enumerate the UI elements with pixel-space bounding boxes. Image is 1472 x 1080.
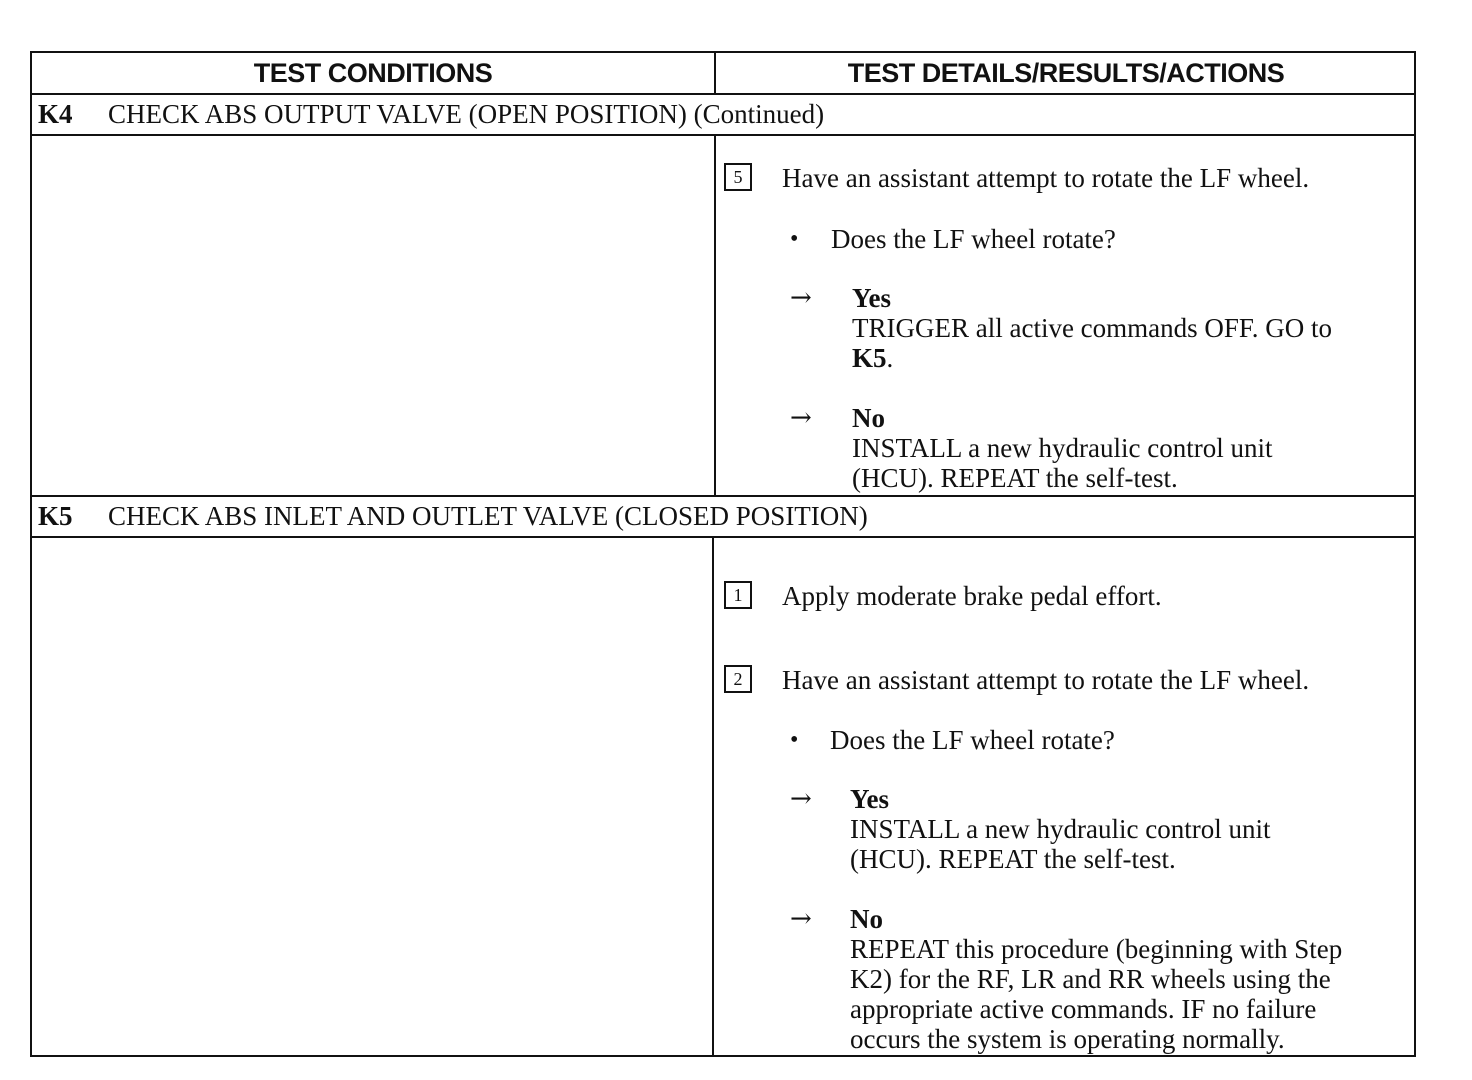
k5-yes-arrow: →: [790, 784, 812, 814]
k4-no-line2: (HCU). REPEAT the self-test.: [852, 463, 1178, 493]
k5-question: Does the LF wheel rotate?: [830, 725, 1115, 755]
k4-yes-goto-line: [852, 343, 893, 373]
k4-yes-label: Yes: [852, 283, 891, 313]
section-k4-id: K4: [38, 99, 73, 129]
k5-no-line2: K2) for the RF, LR and RR wheels using the: [850, 964, 1331, 994]
section-k5-title-row: [38, 496, 868, 536]
k4-bullet: •: [790, 226, 799, 252]
k4-title-divider: [32, 134, 1414, 136]
k5-no-line1: REPEAT this procedure (beginning with Step: [850, 934, 1343, 964]
k4-yes-goto: K5: [852, 343, 887, 373]
section-k5-title: CHECK ABS INLET AND OUTLET VALVE (CLOSED POSITION): [108, 501, 868, 531]
header-test-conditions: TEST CONDITIONS: [253, 58, 493, 88]
k5-step-2-text: Have an assistant attempt to rotate the LF wheel.: [782, 665, 1310, 695]
k5-column-divider: [712, 536, 714, 1057]
section-k5-id: K5: [38, 501, 73, 531]
k5-step-1-text: Apply moderate brake pedal effort.: [782, 581, 1162, 611]
k5-yes-label: Yes: [850, 784, 889, 814]
k4-no-label: No: [852, 403, 885, 433]
k4-question: Does the LF wheel rotate?: [831, 224, 1116, 254]
section-k4-title-row: [38, 94, 824, 134]
k4-no-line1: INSTALL a new hydraulic control unit: [852, 433, 1273, 463]
k4-step-5-box: 5: [724, 163, 752, 191]
k4-yes-goto-suffix: .: [886, 343, 894, 373]
k4-no-arrow: →: [790, 403, 812, 433]
k5-yes-line2: (HCU). REPEAT the self-test.: [850, 844, 1176, 874]
header-test-details: TEST DETAILS/RESULTS/ACTIONS: [847, 58, 1285, 88]
k5-step-1-box: 1: [724, 581, 752, 609]
k5-no-arrow: →: [790, 904, 812, 934]
k5-no-line3: appropriate active commands. IF no failure: [850, 994, 1317, 1024]
k4-yes-arrow: →: [790, 283, 812, 313]
k5-title-divider: [32, 536, 1414, 538]
k4-column-divider: [714, 134, 716, 495]
k5-no-line4: occurs the system is operating normally.: [850, 1024, 1285, 1054]
k5-no-label: No: [850, 904, 883, 934]
test-table: [30, 51, 1416, 1057]
section-k4-title: CHECK ABS OUTPUT VALVE (OPEN POSITION) (Continued): [108, 99, 825, 129]
k5-step-2-box: 2: [724, 665, 752, 693]
k4-step-5-text: Have an assistant attempt to rotate the LF wheel.: [782, 163, 1310, 193]
k4-yes-line1: TRIGGER all active commands OFF. GO to: [852, 313, 1333, 343]
k5-yes-line1: INSTALL a new hydraulic control unit: [850, 814, 1271, 844]
k5-bullet: •: [790, 727, 799, 753]
